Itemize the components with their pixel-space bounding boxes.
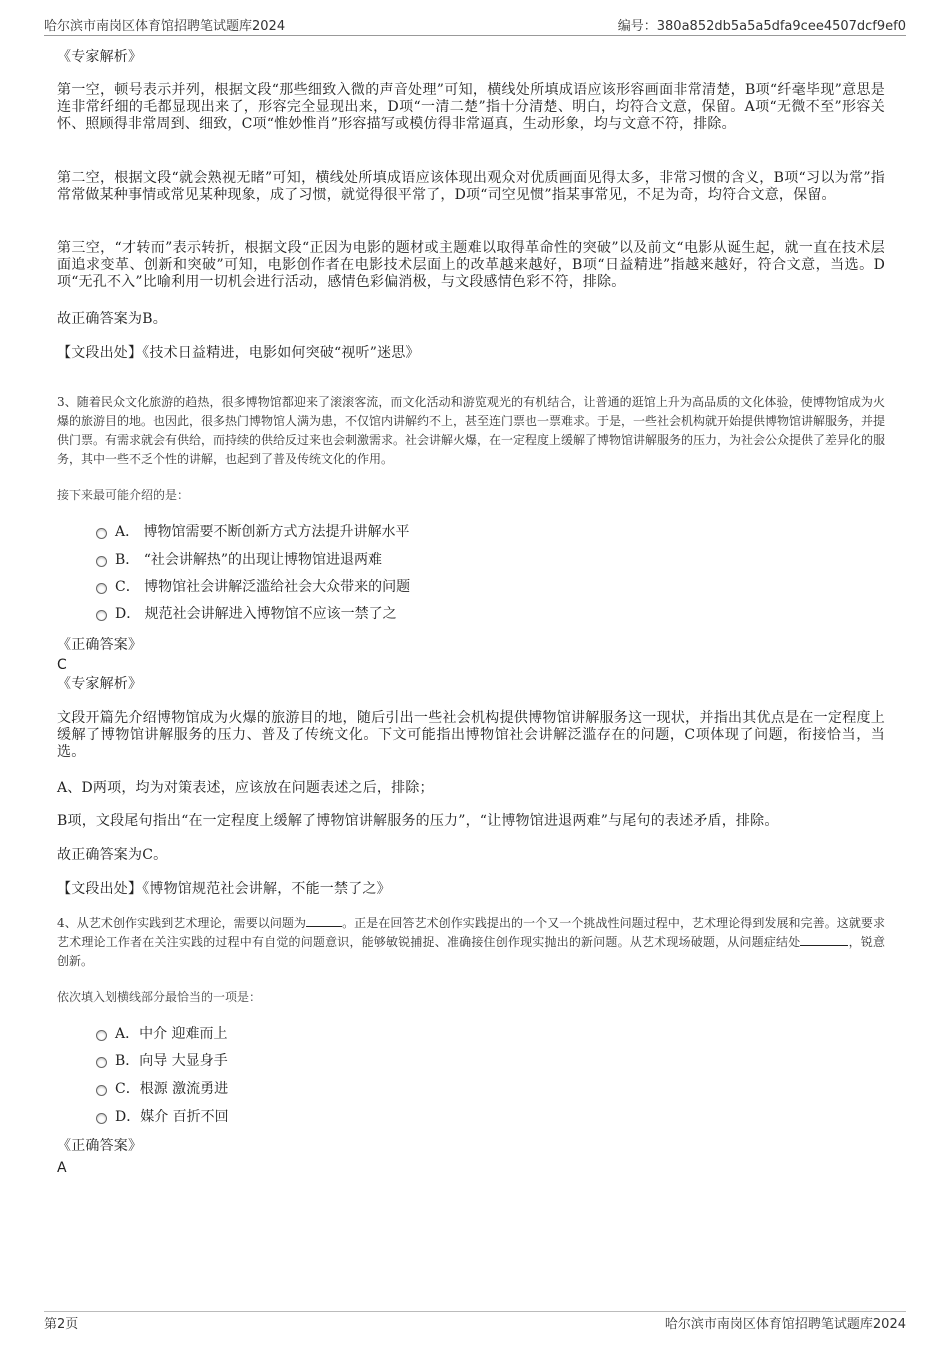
q4-answer: A: [57, 1160, 67, 1176]
q3-source: 【文段出处】《博物馆规范社会讲解，不能一禁了之》: [57, 881, 391, 897]
page-number: 第2页: [44, 1317, 79, 1332]
q3-analysis-para1: 文段开篇先介绍博物馆成为火爆的旅游目的地，随后引出一些社会机构提供博物馆讲解服务这一现状，并指出其优点是在一定程度上缓解了博物馆讲解服务的压力、普及了传统文化。下文可能指出博物馆社会讲解泛滥存在的问题，C项体现了问题，衔接恰当，当选。: [57, 710, 885, 760]
footer-title: 哈尔滨市南岗区体育馆招聘笔试题库2024: [664, 1317, 906, 1332]
q4-stem: 4、从艺术创作实践到艺术理论，需要以问题为 。正是在回答艺术创作实践提出的一个又一个挑战性问题过程中，艺术理论得到发展和完善。这就要求艺术理论工作者在关注实践的过程中有自觉的问题意识，能够敏锐捕捉、准确接住创作现实抛出的新问题。从艺术现场破题，从问题症结处 ，锐意创新。: [57, 916, 885, 968]
header-divider: [44, 35, 906, 36]
q3-option-b[interactable]: B． “社会讲解热”的出现让博物馆进退两难: [96, 551, 382, 569]
header-title: 哈尔滨市南岗区体育馆招聘笔试题库2024: [44, 19, 286, 34]
q3-analysis-para3: B项，文段尾句指出“在一定程度上缓解了博物馆讲解服务的压力”，“让博物馆进退两难”与尾句的表述矛盾，排除。: [57, 813, 779, 829]
radio-icon[interactable]: [96, 1085, 107, 1096]
header-code: 编号：380a852db5a5a5dfa9cee4507dcf9ef0: [617, 19, 906, 34]
radio-icon[interactable]: [96, 1057, 107, 1068]
q3-question: 接下来最可能介绍的是：: [57, 488, 190, 502]
q3-analysis-para2: A、D两项，均为对策表述，应该放在问题表述之后，排除；: [57, 780, 434, 796]
q2-expert-heading: 《专家解析》: [57, 49, 143, 65]
page-header: [44, 15, 906, 33]
blank-1: [306, 914, 342, 927]
radio-icon[interactable]: [96, 1113, 107, 1124]
q3-option-c[interactable]: C． 博物馆社会讲解泛滥给社会大众带来的问题: [96, 578, 410, 596]
q2-source: 【文段出处】《技术日益精进，电影如何突破“视听”迷思》: [57, 345, 420, 361]
q4-option-d[interactable]: D．媒介 百折不回: [96, 1108, 229, 1126]
q3-conclusion: 故正确答案为C。: [57, 847, 168, 863]
q3-answer-heading: 《正确答案》: [57, 637, 143, 653]
q2-analysis-para1: 第一空，顿号表示并列，根据文段“那些细致入微的声音处理”可知，横线处所填成语应该形容画面非常清楚，B项“纤毫毕现”意思是连非常纤细的毛都显现出来了，形容完全显现出来，D项“一清二楚”指十分清楚、明白，均符合文意，保留。A项“无微不至”形容关怀、照顾得非常周到、细致，C项“惟妙惟肖”形容描写或模仿得非常逼真，生动形象，均与文意不符，排除。: [57, 82, 885, 132]
q4-option-a[interactable]: A．中介 迎难而上: [96, 1025, 228, 1043]
q2-analysis-para3: 第三空，“才转而”表示转折，根据文段“正因为电影的题材或主题难以取得革命性的突破”以及前文“电影从诞生起，就一直在技术层面追求变革、创新和突破”可知，电影创作者在电影技术层面上的改革越来越好，B项“日益精进”指越来越好，符合文意，当选。D项“无孔不入”比喻利用一切机会进行活动，感情色彩偏消极，与文段感情色彩不符，排除。: [57, 240, 885, 290]
q3-expert-heading: 《专家解析》: [57, 676, 143, 692]
radio-icon[interactable]: [96, 1030, 107, 1041]
q4-question: 依次填入划横线部分最恰当的一项是：: [57, 990, 262, 1004]
q3-option-a[interactable]: A． 博物馆需要不断创新方式方法提升讲解水平: [96, 523, 410, 541]
q3-answer: C: [57, 657, 67, 673]
q4-option-b[interactable]: B．向导 大显身手: [96, 1052, 228, 1070]
q3-stem: 3、随着民众文化旅游的趋热，很多博物馆都迎来了滚滚客流，而文化活动和游览观光的有机结合，让普通的逛馆上升为高品质的文化体验，使博物馆成为火爆的旅游目的地。也因此，很多热门博物馆人满为患，不仅馆内讲解约不上，甚至连门票也一票难求。于是，一些社会机构就开始提供博物馆讲解服务，并提供门票。有需求就会有供给，而持续的供给反过来也会刺激需求。社会讲解火爆，在一定程度上缓解了博物馆讲解服务的压力，为社会公众提供了差异化的服务，其中一些不乏个性的讲解，也起到了普及传统文化的作用。: [57, 395, 886, 466]
q3-option-d[interactable]: D． 规范社会讲解进入博物馆不应该一禁了之: [96, 605, 397, 623]
radio-icon[interactable]: [96, 610, 107, 621]
radio-icon[interactable]: [96, 528, 107, 539]
q4-answer-heading: 《正确答案》: [57, 1138, 143, 1154]
blank-2: [800, 933, 848, 946]
radio-icon[interactable]: [96, 583, 107, 594]
footer-divider: [44, 1311, 906, 1312]
q2-conclusion: 故正确答案为B。: [57, 311, 167, 327]
q2-analysis-para2: 第二空，根据文段“就会熟视无睹”可知，横线处所填成语应该体现出观众对优质画面见得太多，非常习惯的含义，B项“习以为常”指常常做某种事情或常见某种现象，成了习惯，就觉得很平常了，D项“司空见惯”指某事常见，不足为奇，均符合文意，保留。: [57, 170, 885, 203]
radio-icon[interactable]: [96, 556, 107, 567]
q4-option-c[interactable]: C．根源 激流勇进: [96, 1080, 228, 1098]
